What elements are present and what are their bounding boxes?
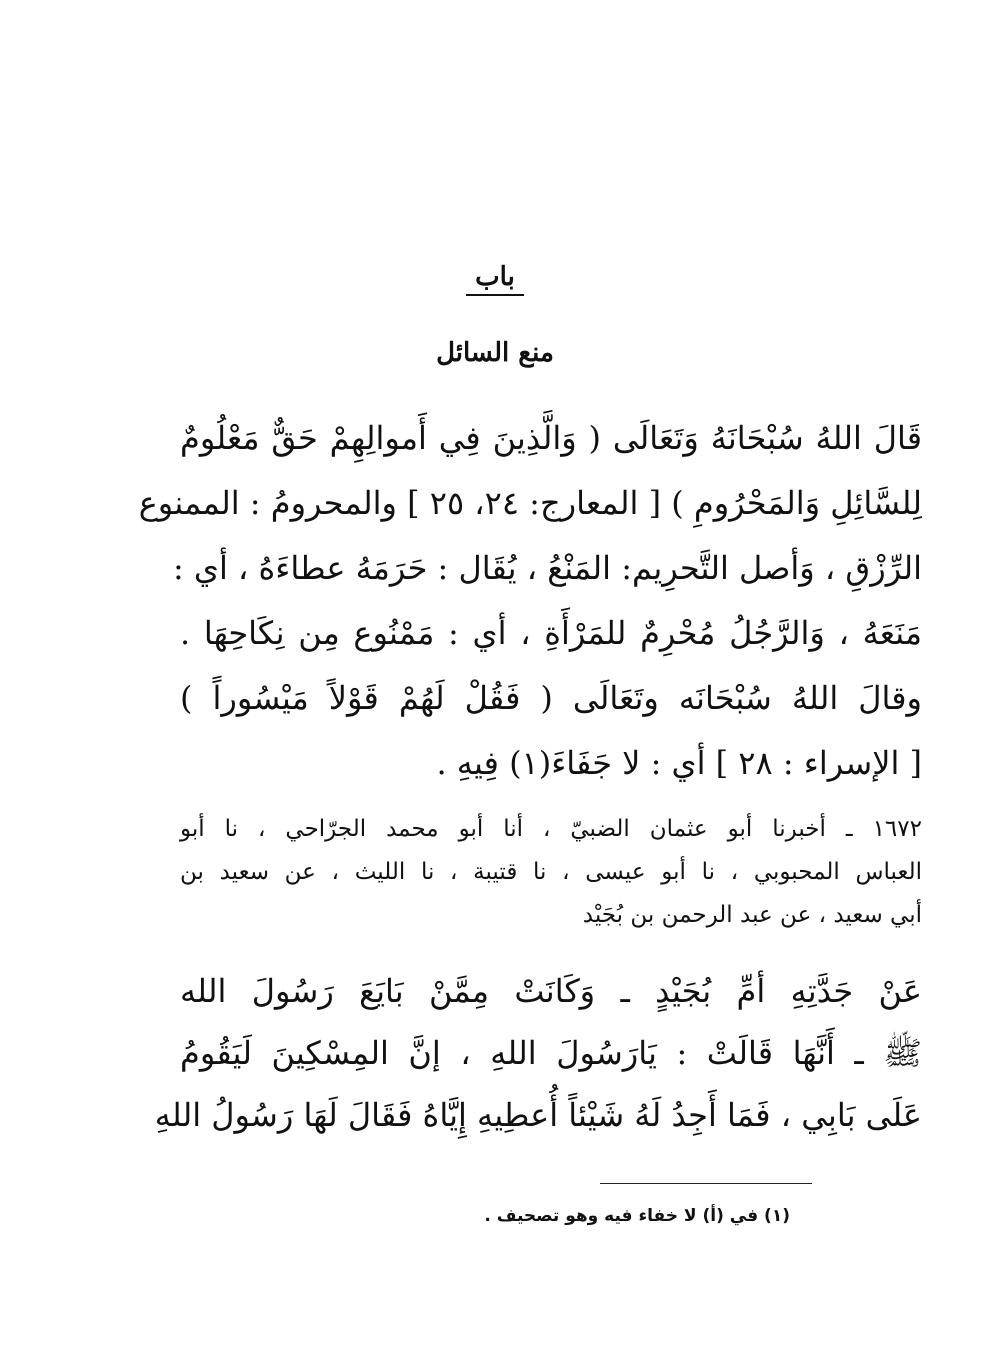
- isnad-line: العباس المحبوبي ، نا أبو عيسى ، نا قتيبة ، نا الليث ، عن سعيد بن: [180, 859, 922, 885]
- main-text-line: [ الإسراء : ٢٨ ] أي : لا جَفَاءَ(١) فِيهِ .: [436, 744, 922, 782]
- footnote: (١) في (أ) لا خفاء فيه وهو تصحيف .: [484, 1206, 790, 1226]
- chapter-label-underline: [466, 294, 524, 296]
- main-text-line: مَنَعَهُ ، وَالرَّجُلُ مُحْرِمٌ للمَرْأَةِ ، أي : مَمْنُوع مِن نِكَاحِهَا .: [180, 614, 923, 652]
- hadith-matn-block: [154, 960, 923, 1146]
- chapter-title: منع السائل: [436, 338, 554, 368]
- matn-line: عَلَى بَابِي ، فَمَا أَجِدُ لَهُ شَيْئاً أُعطِيهِ إِيَّاهُ فَقَالَ لَهَا رَسُولُ اللهِ: [154, 1096, 922, 1134]
- main-text-line: قَالَ اللهُ سُبْحَانَهُ وَتَعَالَى ( وَالَّذِينَ فِي أَموالِهِمْ حَقٌّ مَعْلُومٌ: [180, 419, 922, 457]
- main-text-block: [138, 406, 923, 796]
- main-text-line: لِلسَّائِلِ وَالمَحْرُومِ ) [ المعارج: ٢٤، ٢٥ ] والمحرومُ : الممنوع: [138, 484, 922, 522]
- matn-line: ﷺ ـ أَنَّهَا قَالَتْ : يَارَسُولَ اللهِ ، إنَّ المِسْكِينَ لَيَقُومُ: [180, 1034, 922, 1072]
- main-text-line: وقالَ اللهُ سُبْحَانَه وتَعَالَى ( فَقُلْ لَهُمْ قَوْلاً مَيْسُوراً ): [180, 679, 922, 717]
- chapter-label-text: باب: [475, 262, 515, 292]
- hadith-isnad-block: [180, 808, 922, 937]
- main-text-line: الرِّزْقِ ، وَأصل التَّحرِيم: المَنْعُ ، يُقَال : حَرَمَهُ عطاءَهُ ، أي :: [172, 549, 922, 587]
- isnad-line: ١٦٧٢ ـ أخبرنا أبو عثمان الضبيّ ، أنا أبو محمد الجرّاحي ، نا أبو: [180, 816, 922, 842]
- footnote-divider: [600, 1183, 812, 1184]
- chapter-label: [440, 262, 550, 296]
- isnad-line: أبي سعيد ، عن عبد الرحمن بن بُجَيْد: [582, 902, 922, 928]
- matn-line: عَنْ جَدَّتِهِ أمِّ بُجَيْدٍ ـ وَكَانَتْ مِمَّنْ بَايَعَ رَسُولَ الله: [180, 972, 923, 1010]
